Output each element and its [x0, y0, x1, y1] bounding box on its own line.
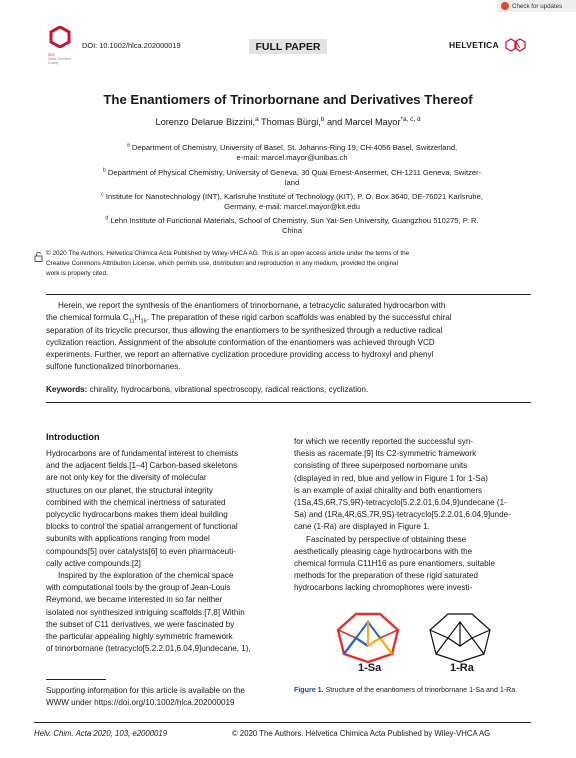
article-type-badge: FULL PAPER [249, 39, 327, 54]
affiliation-d: $^d$ Lehn Institute of Functional Materials, School of Chemistry, Sun Yat-Sen University, Guangzhou 510275, P. R. China [105, 215, 479, 236]
abstract-line-formula: the chemical formula $C_{11}H_{16}$. The preparation of these rigid carbon scaffolds was enabled by the successful chiral [46, 313, 452, 325]
affiliation-c: $^c$ Institute for Nanotechnology (INT), Karlsruhe Institute of Technology (KIT), P. O. Box 3640, DE-76021 Karlsruhe, Germany, e-mail: marcel.mayor@kit.edu [101, 191, 483, 212]
supporting-info: Supporting information for this article is available on the WWW under https://doi.org/10.1002/hlca.202000019 [46, 686, 245, 707]
keywords: Keywords: chirality, hydrocarbons, vibrational spectroscopy, radical reactions, cyclization. [46, 385, 369, 394]
hexagon-logo-icon [48, 26, 72, 48]
footnote-divider [46, 679, 106, 680]
right-column-text: for which we recently reported the successful syn- thesis as racemate.[9] Its C2-symmetric framework consisting of three superposed norbornane units (displayed in red, blue and yellow in Figure 1 for 1-Sa) is an example of axial chirality and both enantiomers (1Sa,4S,6R,7S,9R)-tetracyclo[5.2.2.01,6.04,9]undecane (1- Sa) and (1Ra,4R,6S,7R,9S)-tetracyclo[5.2.2.01,6.04,9]unde- cane (1-Ra) are displayed in Figure 1. Fascinated by perspective of obtaining these aesthetically pleasing cage hydrocarbons with the chemical formula C11H16 as pure enantiomers, suitable methods for the preparation of these rigid saturated hydrocarbons lacking chromophores were investi- [294, 437, 511, 593]
footer-copyright: © 2020 The Authors. Helvetica Chimica Acta Published by Wiley-VHCA AG [232, 729, 491, 738]
divider [46, 294, 531, 295]
label-1-sa: 1-Sa [358, 662, 382, 674]
open-access-icon[interactable] [34, 249, 43, 267]
molecule-logo-icon [503, 37, 529, 53]
affiliation-b: $^b$ Department of Physical Chemistry, University of Geneva, 30 Quai Ernest-Ansermet, CH-1211 Geneva, Switzer- land [102, 167, 482, 188]
trinorbornane-structures [296, 602, 532, 682]
abstract: Herein, we report the synthesis of the enantiomers of trinorbornane, a tetracyclic saturated hydrocarbon with the chemical formula $C_{11}H_{16}$. The preparation of these rigid carbon scaffolds was enabled by the successful chiral separation of its tricyclic precursor, thus allowing the enantiomers to be synthesized through a reductive radical cyclization reaction. Assignment of the absolute conformation of the enantiomers was achieved through VCD experiments. Further, we report an alternative cyclization procedure providing access to hydroxyl and phenyl sulfone functionalized trinorbornanes. [46, 300, 531, 374]
doi-text[interactable]: DOI: 10.1002/hlca.202000019 [82, 41, 181, 50]
journal-brand: HELVETICA [449, 37, 529, 53]
affiliation-a: $^a$ Department of Chemistry, University of Basel, St. Johanns-Ring 19, CH-4056 Basel, Switzerland, e-mail: marcel.mayor@unibas.ch [126, 142, 458, 163]
logo-caption: SCS Swiss Chemical Society [48, 53, 71, 65]
author-3: and Marcel Mayor$^{*a, c, d}$ [324, 115, 421, 127]
structure-1-ra [430, 614, 490, 662]
left-column-text: Hydrocarbons are of fundamental interest to chemists and the adjacent fields.[1–4] Carbon-based skeletons are not only key for the diversity of molecular structures on our planet, the structural integrity combined with the chemical inertness of saturated polycyclic hydrocarbons makes them ideal building blocks to control the spatial arrangement of functional subunits with applications ranging from model compounds[5] over catalysts[6] to even pharmaceuti- cally active compounds.[2] Inspired by the exploration of the chemical space with computational tools by the group of Jean-Louis Reymond, we became interested in so far neither isolated nor synthesized intriguing scaffolds.[7,8] Within the subset of C11 derivatives, we were fascinated by the particular appealing highly symmetric framework of trinorbornane (tetracyclo[5.2.2.01,6.04,9]undecane, 1), [46, 449, 251, 654]
structure-1-sa [338, 614, 398, 662]
license-statement: © 2020 The Authors. Helvetica Chimica Acta Published by Wiley-VHCA AG. This is an open access article under the terms of the Creative Commons Attribution License, which permits use, distribution and reproduction in any medium, provided the original work is properly cited. [46, 250, 410, 278]
section-heading-introduction: Introduction [46, 432, 100, 442]
divider [46, 402, 531, 403]
figure-1 [296, 602, 532, 682]
author-list [30, 117, 546, 127]
label-1-ra: 1-Ra [450, 662, 474, 674]
scs-logo [48, 26, 72, 65]
author-2: Thomas Bürgi,$^b$ [258, 115, 325, 127]
figure-1-caption: Figure 1. Structure of the enantiomers of trinorbornane 1-Sa and 1-Ra. [294, 686, 518, 694]
footer-citation: Helv. Chim. Acta 2020, 103, e2000019 [34, 729, 168, 738]
update-badge-icon [501, 2, 509, 10]
article-title: The Enantiomers of Trinorbornane and Derivatives Thereof [103, 92, 473, 107]
author-1: Lorenzo Delarue Bizzini,$^a$ [155, 115, 259, 127]
footer-divider [34, 722, 531, 723]
check-for-updates-button[interactable]: Check for updates [497, 0, 576, 12]
